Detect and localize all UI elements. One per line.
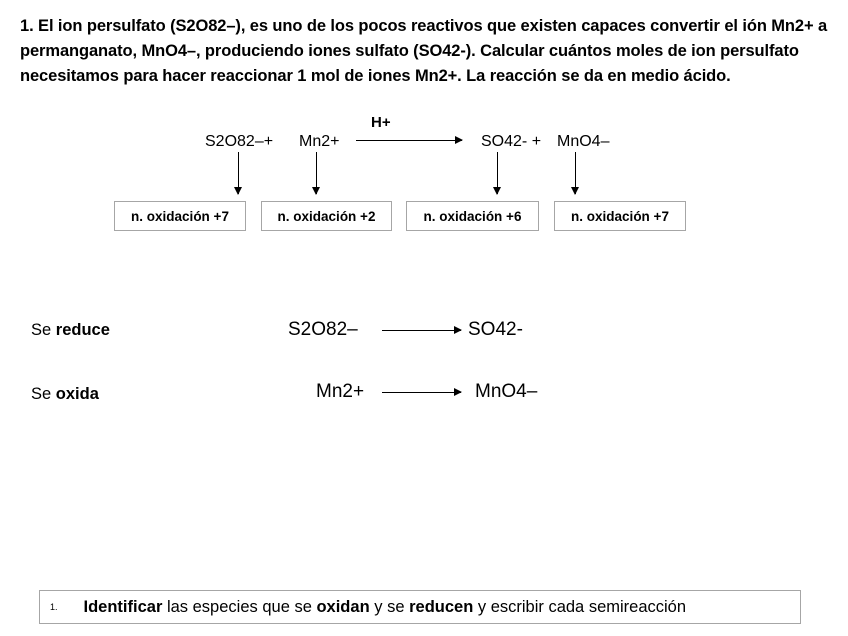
problem-statement: 1. El ion persulfato (S2O82–), es uno de los pocos reactivos que existen capaces convertir el ión Mn2+ a permanganato, MnO4–, produciendo iones sulfato (SO42-). Calcular cuántos moles de ion persulfato necesitamos para hacer reaccionar 1 mol de iones Mn2+. La reacción se da en medio ácido. xyxy=(20,17,828,85)
reduce-label xyxy=(31,321,110,340)
oxidation-box-manganese: n. oxidación +2 xyxy=(261,201,392,231)
reactant-persulfate: S2O82–+ xyxy=(205,133,274,150)
oxidation-box-permanganate: n. oxidación +7 xyxy=(554,201,686,231)
reduce-from: S2O82– xyxy=(288,319,358,340)
arrow-down-sulfate xyxy=(497,152,498,194)
arrow-down-persulfate xyxy=(238,152,239,194)
oxidation-box-persulfate: n. oxidación +7 xyxy=(114,201,246,231)
reaction-arrow xyxy=(356,140,462,141)
reduce-label-strong: reduce xyxy=(55,321,110,339)
reduce-to: SO42- xyxy=(468,319,523,340)
task-number: 1. xyxy=(50,602,58,612)
task-box xyxy=(39,590,801,624)
reactant-manganese: Mn2+ xyxy=(299,133,340,150)
oxida-to: MnO4– xyxy=(475,381,538,402)
oxida-from: Mn2+ xyxy=(316,381,365,402)
arrow-down-permanganate xyxy=(575,152,576,194)
oxida-arrow xyxy=(382,392,461,393)
oxidation-box-sulfate: n. oxidación +6 xyxy=(406,201,539,231)
oxida-label-prefix: Se xyxy=(31,385,52,403)
reduce-label-prefix: Se xyxy=(31,321,52,339)
oxida-label xyxy=(31,385,99,404)
task-text: Identificar las especies que se oxidan y se reducen y escribir cada semireacción xyxy=(83,597,687,616)
arrow-down-manganese xyxy=(316,152,317,194)
product-sulfate: SO42- + xyxy=(481,133,542,150)
product-permanganate: MnO4– xyxy=(557,133,610,150)
reduce-arrow xyxy=(382,330,461,331)
oxida-label-strong: oxida xyxy=(55,385,99,403)
catalyst-label: H+ xyxy=(371,114,391,131)
